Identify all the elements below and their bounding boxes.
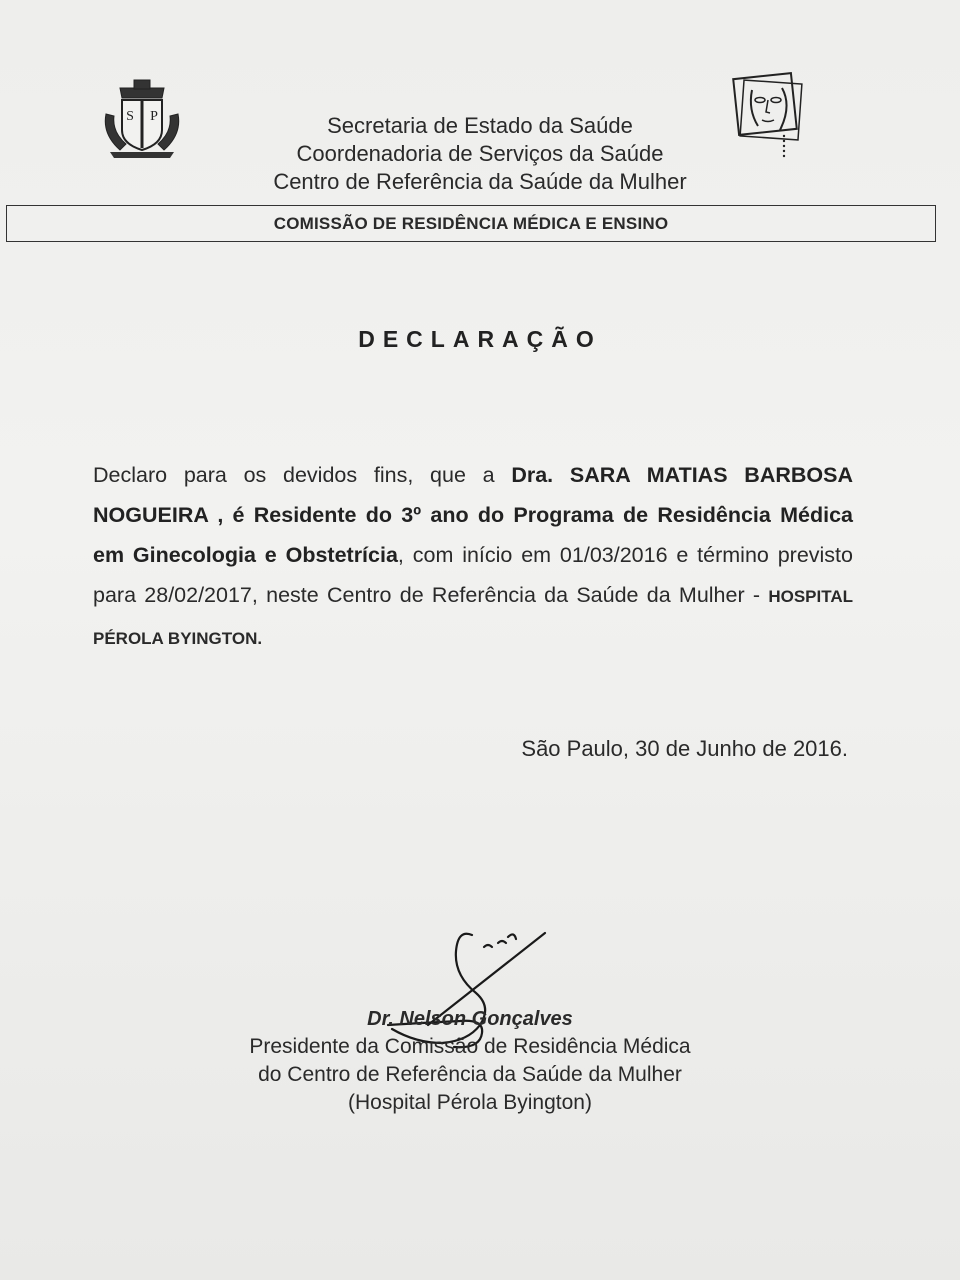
svg-text:S: S — [126, 109, 134, 124]
signatory-name: Dr. Nelson Gonçalves — [367, 1008, 573, 1030]
declaration-body — [93, 455, 853, 659]
signatory-role-3: (Hospital Pérola Byington) — [348, 1091, 592, 1114]
document-title: DECLARAÇÃO — [358, 326, 602, 352]
body-part-1: Declaro para os devidos fins, que a — [93, 463, 512, 487]
institution-header — [230, 112, 730, 196]
signatory-block — [200, 1005, 740, 1117]
body-part-2: , com início em 01/03/2016 e término previsto para 28/02/2017, neste Centro de Referência da Saúde da Mulher - — [93, 543, 853, 607]
commission-title-box — [6, 205, 936, 242]
doctor-name: Dra. SARA MATIAS BARBOSA NOGUEIRA , é Residente do 3º ano do Programa de Residência Médica em Ginecologia e Obstetrícia — [93, 463, 853, 567]
signatory-role-1: Presidente da Comissão de Residência Médica — [249, 1035, 691, 1058]
header-line-3: Centro de Referência da Saúde da Mulher — [273, 169, 687, 194]
svg-text:P: P — [150, 109, 158, 124]
hospital-name: HOSPITAL PÉROLA BYINGTON. — [93, 587, 853, 648]
header-line-1: Secretaria de Estado da Saúde — [327, 113, 633, 138]
commission-title: COMISSÃO DE RESIDÊNCIA MÉDICA E ENSINO — [273, 213, 669, 233]
signatory-role-2: do Centro de Referência da Saúde da Mulher — [258, 1063, 682, 1086]
header-line-2: Coordenadoria de Serviços da Saúde — [296, 141, 664, 166]
state-seal-logo — [100, 78, 184, 158]
date-line: São Paulo, 30 de Junho de 2016. — [521, 736, 848, 761]
face-logo — [728, 70, 808, 160]
